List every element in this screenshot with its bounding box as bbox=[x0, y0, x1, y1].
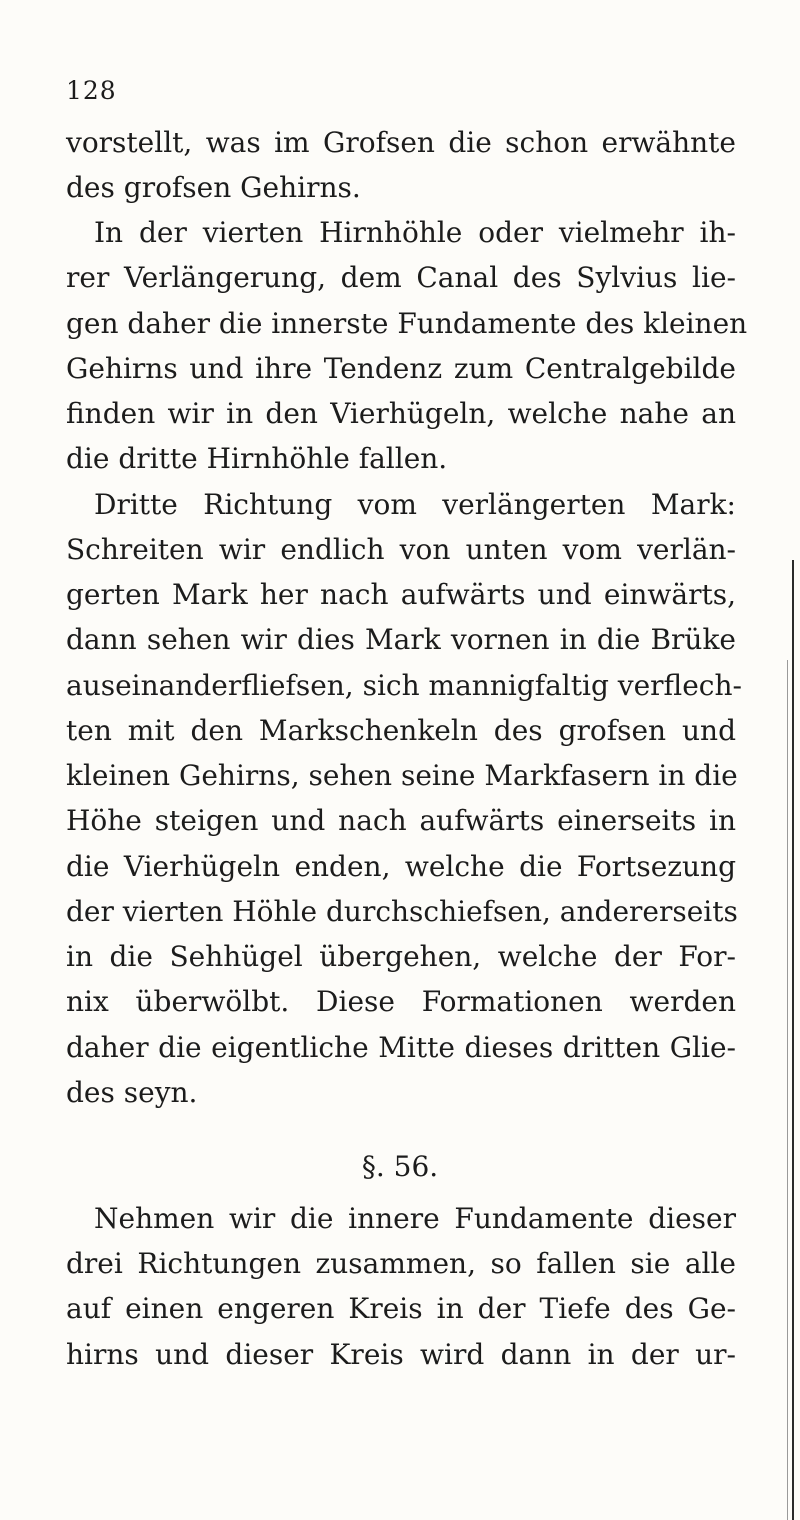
text-line: Dritte Richtung vom verlängerten Mark: bbox=[94, 488, 736, 521]
text-line: rer Verlängerung, dem Canal des Sylvius lie- bbox=[66, 261, 736, 294]
text-line: In der vierten Hirnhöhle oder vielmehr ih- bbox=[94, 216, 736, 249]
text-line: Schreiten wir endlich von unten vom verlän- bbox=[66, 533, 736, 566]
page-edge bbox=[792, 560, 794, 1520]
text-line: Nehmen wir die innere Fundamente dieser bbox=[94, 1202, 736, 1235]
text-line: daher die eigentliche Mitte dieses dritten Glie- bbox=[66, 1031, 736, 1064]
text-line: drei Richtungen zusammen, so fallen sie alle bbox=[66, 1247, 736, 1280]
text-line: Gehirns und ihre Tendenz zum Centralgebilde bbox=[66, 352, 736, 385]
page-number: 128 bbox=[66, 76, 117, 105]
text-line: Höhe steigen und nach aufwärts einerseits in bbox=[66, 804, 736, 837]
text-line: auseinanderfliefsen, sich mannigfaltig verflech- bbox=[66, 669, 742, 702]
text-line: des seyn. bbox=[66, 1076, 198, 1109]
text-line: kleinen Gehirns, sehen seine Markfasern in die bbox=[66, 759, 738, 792]
text-line: gerten Mark her nach aufwärts und einwärts, bbox=[66, 578, 736, 611]
text-line: hirns und dieser Kreis wird dann in der ur- bbox=[66, 1338, 736, 1371]
text-line: vorstellt, was im Grofsen die schon erwähnte bbox=[66, 126, 736, 159]
text-line: in die Sehhügel übergehen, welche der For- bbox=[66, 940, 736, 973]
text-line: gen daher die innerste Fundamente des kleinen bbox=[66, 307, 748, 340]
text-line: finden wir in den Vierhügeln, welche nahe an bbox=[66, 397, 736, 430]
section-heading: §. 56. bbox=[361, 1150, 439, 1183]
page-edge-shadow bbox=[787, 660, 788, 1520]
text-line: der vierten Höhle durchschiefsen, andererseits bbox=[66, 895, 738, 928]
text-line: nix überwölbt. Diese Formationen werden bbox=[66, 985, 736, 1018]
text-line: des grofsen Gehirns. bbox=[66, 171, 361, 204]
text-line: ten mit den Markschenkeln des grofsen und bbox=[66, 714, 736, 747]
text-line: die dritte Hirnhöhle fallen. bbox=[66, 442, 448, 475]
text-line: auf einen engeren Kreis in der Tiefe des Ge- bbox=[66, 1292, 736, 1325]
text-line: dann sehen wir dies Mark vornen in die Brüke bbox=[66, 623, 736, 656]
text-line: die Vierhügeln enden, welche die Fortsezung bbox=[66, 850, 736, 883]
